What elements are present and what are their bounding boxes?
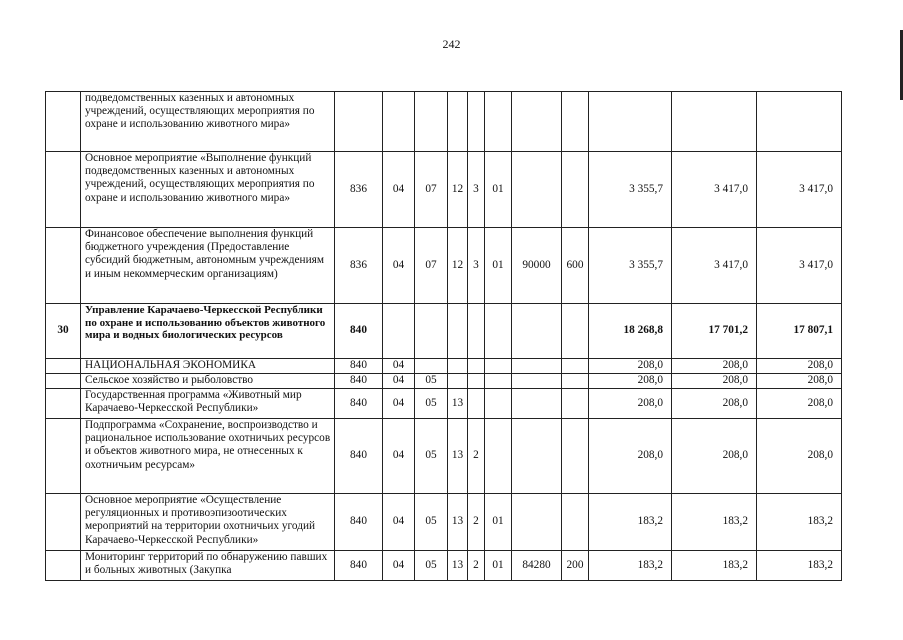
expense-type-cell <box>562 359 589 374</box>
event-code-cell: 01 <box>485 152 512 228</box>
item-name-cell: Основное мероприятие «Выполнение функций подведомственных казенных и автономных учреждений, осуществляющих мероприятия по охране и использованию животного мира» <box>81 152 335 228</box>
direction-code-cell <box>512 419 562 494</box>
direction-code-cell <box>512 152 562 228</box>
item-name-cell: Управление Карачаево-Черкесской Республики по охране и использованию объектов животного мира и водных биологических ресурсов <box>81 304 335 359</box>
amount-year1-cell: 208,0 <box>589 389 672 419</box>
subsection-code-cell: 05 <box>415 374 448 389</box>
row-index-cell <box>46 374 81 389</box>
expense-type-cell <box>562 419 589 494</box>
event-code-cell <box>485 359 512 374</box>
budget-table <box>45 91 842 581</box>
item-name-cell: Сельское хозяйство и рыболовство <box>81 374 335 389</box>
program-code-cell <box>448 359 468 374</box>
section-code-cell: 04 <box>383 359 415 374</box>
amount-year3-cell: 208,0 <box>757 389 842 419</box>
section-code-cell: 04 <box>383 389 415 419</box>
program-code-cell: 12 <box>448 152 468 228</box>
direction-code-cell <box>512 92 562 152</box>
ministry-code-cell: 840 <box>335 359 383 374</box>
amount-year1-cell <box>589 92 672 152</box>
expense-type-cell <box>562 152 589 228</box>
event-code-cell <box>485 92 512 152</box>
amount-year2-cell: 17 701,2 <box>672 304 757 359</box>
ministry-code-cell <box>335 92 383 152</box>
item-name-cell: подведомственных казенных и автономных учреждений, осуществляющих мероприятия по охране и использованию животного мира» <box>81 92 335 152</box>
amount-year2-cell: 208,0 <box>672 389 757 419</box>
subsection-code-cell <box>415 304 448 359</box>
subprogram-code-cell: 3 <box>468 228 485 304</box>
amount-year2-cell: 3 417,0 <box>672 228 757 304</box>
table-body <box>46 92 842 581</box>
subsection-code-cell <box>415 92 448 152</box>
item-name-cell: Основное мероприятие «Осуществление регуляционных и противоэпизоотических мероприятий на территории охотничьих угодий Карачаево-Черкесской Республики» <box>81 494 335 551</box>
direction-code-cell <box>512 304 562 359</box>
ministry-code-cell: 840 <box>335 304 383 359</box>
subprogram-code-cell: 2 <box>468 419 485 494</box>
program-code-cell: 13 <box>448 551 468 581</box>
event-code-cell <box>485 389 512 419</box>
ministry-code-cell: 840 <box>335 419 383 494</box>
program-code-cell: 12 <box>448 228 468 304</box>
row-index-cell <box>46 92 81 152</box>
table-row <box>46 92 842 152</box>
subprogram-code-cell <box>468 304 485 359</box>
event-code-cell: 01 <box>485 551 512 581</box>
amount-year3-cell: 17 807,1 <box>757 304 842 359</box>
program-code-cell <box>448 92 468 152</box>
amount-year3-cell: 183,2 <box>757 494 842 551</box>
row-index-cell: 30 <box>46 304 81 359</box>
amount-year3-cell: 3 417,0 <box>757 228 842 304</box>
ministry-code-cell: 836 <box>335 152 383 228</box>
item-name-cell: Мониторинг территорий по обнаружению павших и больных животных (Закупка <box>81 551 335 581</box>
table-row <box>46 359 842 374</box>
expense-type-cell <box>562 494 589 551</box>
item-name-cell: НАЦИОНАЛЬНАЯ ЭКОНОМИКА <box>81 359 335 374</box>
amount-year1-cell: 208,0 <box>589 359 672 374</box>
subsection-code-cell: 05 <box>415 419 448 494</box>
section-code-cell <box>383 92 415 152</box>
section-code-cell: 04 <box>383 374 415 389</box>
item-name-cell: Подпрограмма «Сохранение, воспроизводство и рациональное использование охотничьих ресурсов и объектов животного мира, не отнесенных к охотничьим ресурсам» <box>81 419 335 494</box>
row-index-cell <box>46 389 81 419</box>
amount-year2-cell <box>672 92 757 152</box>
expense-type-cell: 600 <box>562 228 589 304</box>
subprogram-code-cell: 2 <box>468 551 485 581</box>
subprogram-code-cell <box>468 359 485 374</box>
row-index-cell <box>46 551 81 581</box>
amount-year3-cell: 3 417,0 <box>757 152 842 228</box>
amount-year3-cell: 183,2 <box>757 551 842 581</box>
ministry-code-cell: 840 <box>335 374 383 389</box>
table-row <box>46 374 842 389</box>
row-index-cell <box>46 359 81 374</box>
program-code-cell: 13 <box>448 419 468 494</box>
section-code-cell: 04 <box>383 494 415 551</box>
amount-year2-cell: 183,2 <box>672 551 757 581</box>
table-row <box>46 419 842 494</box>
amount-year1-cell: 3 355,7 <box>589 152 672 228</box>
table-row <box>46 551 842 581</box>
expense-type-cell <box>562 389 589 419</box>
page-number: 242 <box>442 37 461 51</box>
event-code-cell <box>485 374 512 389</box>
ministry-code-cell: 840 <box>335 389 383 419</box>
table-row <box>46 389 842 419</box>
section-code-cell: 04 <box>383 152 415 228</box>
amount-year1-cell: 208,0 <box>589 374 672 389</box>
amount-year2-cell: 208,0 <box>672 359 757 374</box>
row-index-cell <box>46 152 81 228</box>
direction-code-cell: 90000 <box>512 228 562 304</box>
amount-year2-cell: 3 417,0 <box>672 152 757 228</box>
table-row <box>46 494 842 551</box>
program-code-cell <box>448 304 468 359</box>
program-code-cell <box>448 374 468 389</box>
event-code-cell: 01 <box>485 228 512 304</box>
expense-type-cell <box>562 374 589 389</box>
subsection-code-cell <box>415 359 448 374</box>
expense-type-cell: 200 <box>562 551 589 581</box>
subsection-code-cell: 07 <box>415 228 448 304</box>
amount-year3-cell: 208,0 <box>757 419 842 494</box>
amount-year1-cell: 18 268,8 <box>589 304 672 359</box>
program-code-cell: 13 <box>448 494 468 551</box>
direction-code-cell <box>512 374 562 389</box>
ministry-code-cell: 840 <box>335 494 383 551</box>
amount-year1-cell: 183,2 <box>589 494 672 551</box>
ministry-code-cell: 836 <box>335 228 383 304</box>
subsection-code-cell: 05 <box>415 494 448 551</box>
amount-year2-cell: 208,0 <box>672 374 757 389</box>
table-row <box>46 304 842 359</box>
item-name-cell: Государственная программа «Животный мир Карачаево-Черкесской Республики» <box>81 389 335 419</box>
row-index-cell <box>46 494 81 551</box>
direction-code-cell <box>512 359 562 374</box>
amount-year2-cell: 183,2 <box>672 494 757 551</box>
amount-year2-cell: 208,0 <box>672 419 757 494</box>
direction-code-cell <box>512 494 562 551</box>
amount-year1-cell: 183,2 <box>589 551 672 581</box>
section-code-cell: 04 <box>383 551 415 581</box>
section-code-cell: 04 <box>383 228 415 304</box>
subsection-code-cell: 05 <box>415 389 448 419</box>
subsection-code-cell: 05 <box>415 551 448 581</box>
amount-year3-cell: 208,0 <box>757 359 842 374</box>
direction-code-cell <box>512 389 562 419</box>
direction-code-cell: 84280 <box>512 551 562 581</box>
table-row <box>46 152 842 228</box>
row-index-cell <box>46 419 81 494</box>
section-code-cell <box>383 304 415 359</box>
subprogram-code-cell <box>468 374 485 389</box>
subprogram-code-cell <box>468 389 485 419</box>
section-code-cell: 04 <box>383 419 415 494</box>
subprogram-code-cell <box>468 92 485 152</box>
amount-year1-cell: 3 355,7 <box>589 228 672 304</box>
subsection-code-cell: 07 <box>415 152 448 228</box>
subprogram-code-cell: 2 <box>468 494 485 551</box>
table-row <box>46 228 842 304</box>
amount-year3-cell: 208,0 <box>757 374 842 389</box>
program-code-cell: 13 <box>448 389 468 419</box>
amount-year3-cell <box>757 92 842 152</box>
expense-type-cell <box>562 92 589 152</box>
event-code-cell <box>485 304 512 359</box>
event-code-cell <box>485 419 512 494</box>
subprogram-code-cell: 3 <box>468 152 485 228</box>
row-index-cell <box>46 228 81 304</box>
amount-year1-cell: 208,0 <box>589 419 672 494</box>
expense-type-cell <box>562 304 589 359</box>
ministry-code-cell: 840 <box>335 551 383 581</box>
event-code-cell: 01 <box>485 494 512 551</box>
item-name-cell: Финансовое обеспечение выполнения функций бюджетного учреждения (Предоставление субсидий бюджетным, автономным учреждениям и иным некоммерческим организациям) <box>81 228 335 304</box>
